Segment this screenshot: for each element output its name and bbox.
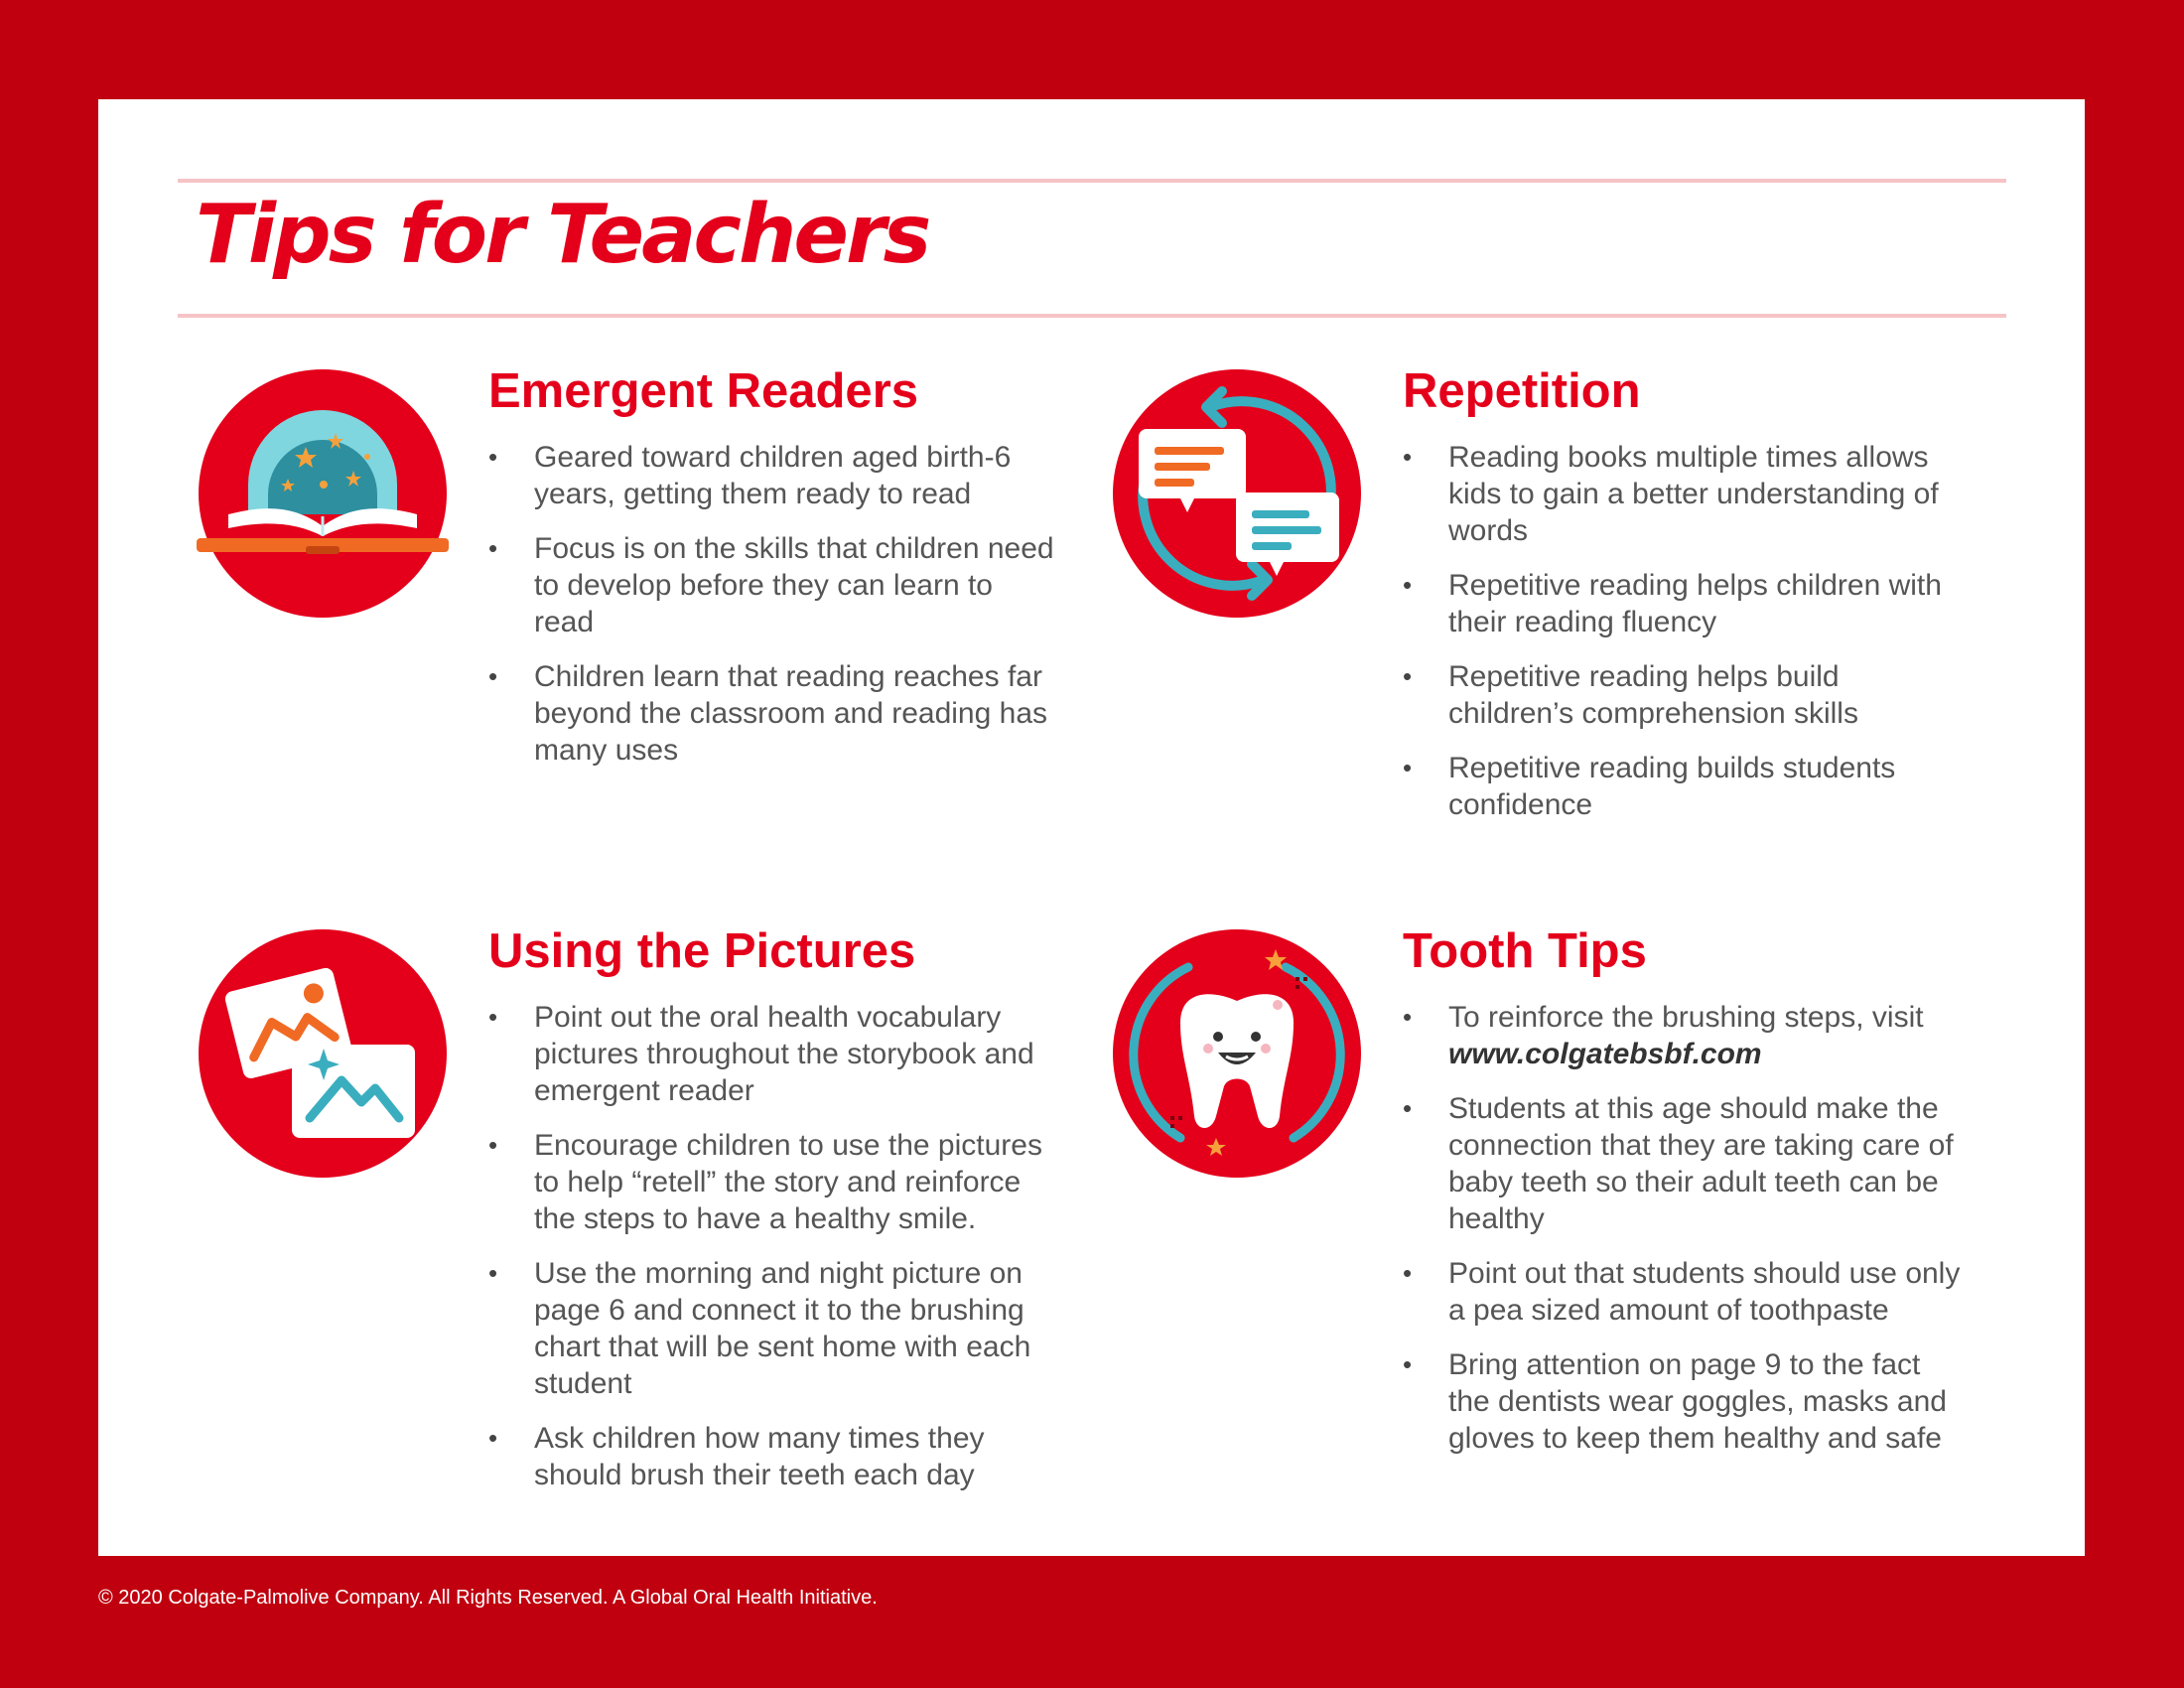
list-item: • Focus is on the skills that children need to develop before they can learn to read xyxy=(488,530,1054,640)
title-underline-rule xyxy=(178,314,2006,318)
list-item-text: To reinforce the brushing steps, visit xyxy=(1448,1001,1924,1034)
list-item: • Ask children how many times they should brush their teeth each day xyxy=(488,1420,1054,1493)
bullet-list xyxy=(488,439,1054,786)
bullet-list xyxy=(488,999,1054,1511)
tooth-icon xyxy=(1111,927,1363,1180)
open-book-icon xyxy=(197,367,449,620)
website-link[interactable]: www.colgatebsbf.com xyxy=(1448,1038,1762,1070)
list-item: • Point out the oral health vocabulary pictures throughout the storybook and emergent reader xyxy=(488,999,1054,1109)
list-item: • Geared toward children aged birth-6 years, getting them ready to read xyxy=(488,439,1054,512)
bullet-list xyxy=(1403,439,1969,841)
tips-card xyxy=(98,99,2085,1556)
bullet-list xyxy=(1403,999,1969,1475)
list-item: • Repetitive reading helps build children’s comprehension skills xyxy=(1403,658,1969,732)
pictures-icon xyxy=(197,927,449,1180)
list-item xyxy=(1403,999,1969,1072)
section-heading: Tooth Tips xyxy=(1403,924,1647,978)
list-item: • Repetitive reading helps children with their reading fluency xyxy=(1403,567,1969,640)
list-item: • Reading books multiple times allows kids to gain a better understanding of words xyxy=(1403,439,1969,549)
list-item: • Encourage children to use the pictures to help “retell” the story and reinforce the steps to have a healthy smile. xyxy=(488,1127,1054,1237)
repeat-chat-icon xyxy=(1111,367,1363,620)
section-heading: Using the Pictures xyxy=(488,924,916,978)
list-item: • Point out that students should use only a pea sized amount of toothpaste xyxy=(1403,1255,1969,1329)
list-item: • Students at this age should make the connection that they are taking care of baby teeth so their adult teeth can be healthy xyxy=(1403,1090,1969,1237)
page-title: Tips for Teachers xyxy=(196,188,929,282)
copyright-footer: © 2020 Colgate-Palmolive Company. All Rights Reserved. A Global Oral Health Initiative. xyxy=(98,1587,878,1609)
list-item: • Children learn that reading reaches far beyond the classroom and reading has many uses xyxy=(488,658,1054,769)
list-item: • Use the morning and night picture on page 6 and connect it to the brushing chart that will be sent home with each student xyxy=(488,1255,1054,1402)
section-heading: Repetition xyxy=(1403,364,1641,418)
list-item: • Bring attention on page 9 to the fact the dentists wear goggles, masks and gloves to keep them healthy and safe xyxy=(1403,1346,1969,1457)
list-item: • Repetitive reading builds students confidence xyxy=(1403,750,1969,823)
section-heading: Emergent Readers xyxy=(488,364,919,418)
top-rule xyxy=(178,179,2006,183)
